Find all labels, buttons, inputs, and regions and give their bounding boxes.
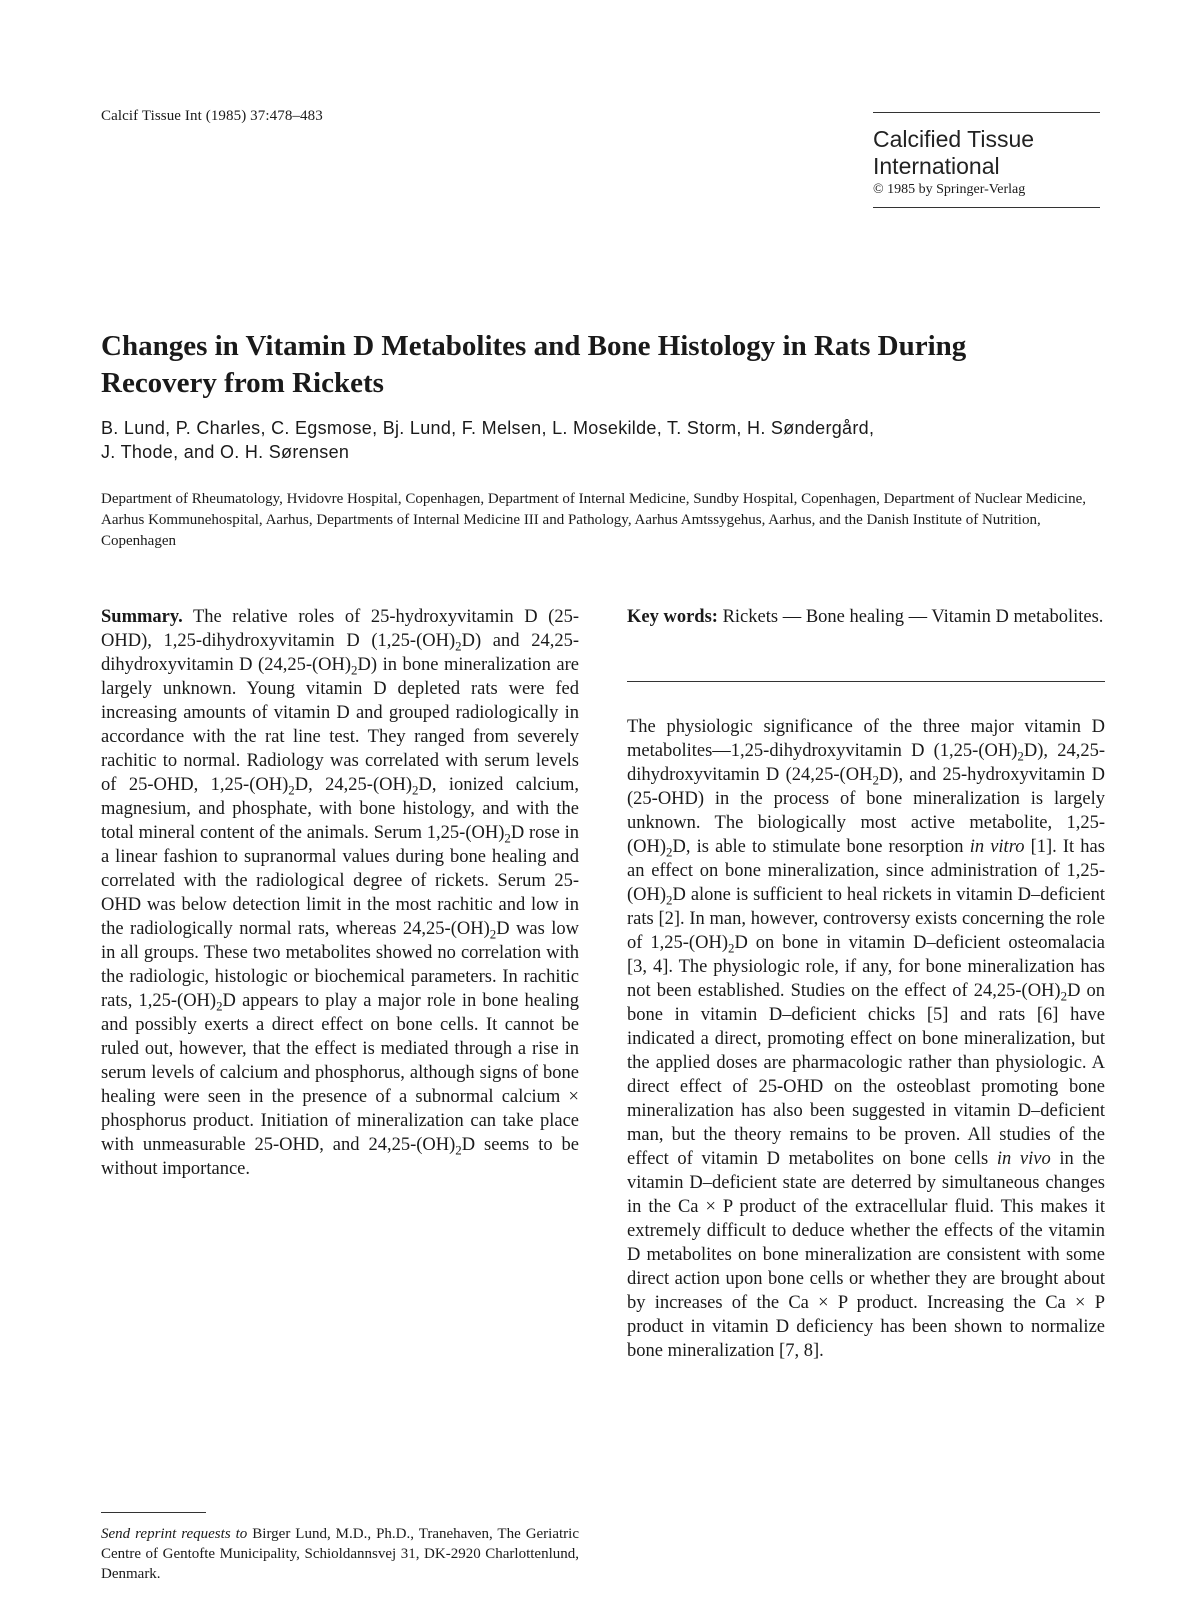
summary-text: D, ionized calcium, magnesium, and phosphate, with bone histology, and with the total mineral content of the animals. Serum 1,25-(OH) bbox=[101, 775, 579, 843]
summary-text: D was low in all groups. These two metabolites showed no correlation with the radiologic, histologic or biochemical parameters. In rachitic rats, 1,25-(OH) bbox=[101, 919, 579, 1011]
italic-text: in vivo bbox=[996, 1149, 1051, 1169]
subscript: 2 bbox=[351, 662, 358, 678]
summary-paragraph bbox=[101, 605, 579, 1181]
subscript: 2 bbox=[455, 1142, 462, 1158]
subscript: 2 bbox=[504, 830, 511, 846]
summary-text: D appears to play a major role in bone healing and possibly exerts a direct effect on bone cells. It cannot be ruled out, however, that the effect is mediated through a rise in serum levels of calcium and phosphorus, although signs of bone healing were seen in the presence of a subnormal calcium × phosphorus product. Initiation of mineralization can take place with unmeasurable 25-OHD, and 24,25-(OH) bbox=[101, 991, 579, 1155]
keywords-text: Rickets — Bone healing — Vitamin D metabolites. bbox=[717, 607, 1104, 627]
subscript: 2 bbox=[727, 940, 735, 956]
intro-text: [1]. It has an effect on bone mineralization, since administration of 1,25-(OH) bbox=[627, 837, 1105, 905]
journal-name-line2: International bbox=[873, 153, 1000, 179]
journal-citation: Calcif Tissue Int (1985) 37:478–483 bbox=[101, 108, 323, 124]
summary-text: D rose in a linear fashion to supranormal values during bone healing and correlated with the radiological degree of rickets. Serum 25-OHD was below detection limit in the most rachitic and low in the radiologically normal rats, whereas 24,25-(OH) bbox=[101, 823, 579, 939]
journal-name-line1: Calcified Tissue bbox=[873, 126, 1035, 152]
footnote-label: Send reprint requests to bbox=[101, 1526, 248, 1542]
summary-text: The relative roles of 25-hydroxyvitamin D (25-OHD), 1,25-dihydroxyvitamin D (1,25-(OH) bbox=[101, 607, 579, 651]
subscript: 2 bbox=[666, 844, 673, 860]
authors-line-1: B. Lund, P. Charles, C. Egsmose, Bj. Lund, F. Melsen, L. Mosekilde, T. Storm, H. Søndergård, bbox=[101, 418, 875, 438]
journal-box bbox=[873, 112, 1100, 208]
intro-text: D alone is sufficient to heal rickets in vitamin D–deficient rats [2]. In man, however, controversy exists concerning the role of 1,25-(OH) bbox=[627, 885, 1105, 953]
italic-text: in vitro bbox=[969, 837, 1025, 857]
affiliation: Department of Rheumatology, Hvidovre Hospital, Copenhagen, Department of Internal Medicine, Sundby Hospital, Copenhagen, Department of Nuclear Medicine, Aarhus Kommunehospital, Aarhus, Departments of Internal Medicine III and Pathology, Aarhus Amtssygehus, Aarhus, and the Danish Institute of Nutrition, Copenhagen bbox=[101, 491, 1087, 549]
keywords-paragraph bbox=[627, 605, 1105, 629]
subscript: 2 bbox=[666, 892, 673, 908]
intro-text: D), and 25-hydroxyvitamin D (25-OHD) in the process of bone mineralization is largely unknown. The biologically most active metabolite, 1,25-(OH) bbox=[627, 765, 1106, 857]
intro-text: D), 24,25-dihydroxyvitamin D (24,25-(OH bbox=[627, 741, 1105, 785]
intro-paragraph bbox=[627, 715, 1105, 1363]
subscript: 2 bbox=[455, 638, 462, 654]
keywords-label: Key words: bbox=[627, 607, 718, 627]
summary-text: D, 24,25-(OH) bbox=[294, 775, 412, 795]
subscript: 2 bbox=[216, 998, 223, 1014]
keywords-separator bbox=[627, 681, 1105, 682]
subscript: 2 bbox=[412, 782, 419, 798]
footnote-rule bbox=[101, 1512, 206, 1513]
subscript: 2 bbox=[1060, 988, 1068, 1004]
intro-text: in the vitamin D–deficient state are deterred by simultaneous changes in the Ca × P product of the extracellular fluid. This makes it extremely difficult to deduce whether the effects of the vitamin D metabolites on bone mineralization are consistent with some direct action upon bone cells or whether they are brought about by increases of the Ca × P product. Increasing the Ca × P product in vitamin D deficiency has been shown to normalize bone mineralization [7, 8]. bbox=[627, 1149, 1105, 1361]
authors-line-2: J. Thode, and O. H. Sørensen bbox=[101, 442, 350, 462]
journal-box-top-rule bbox=[873, 112, 1100, 113]
intro-text: D, is able to stimulate bone resorption bbox=[672, 837, 970, 857]
subscript: 2 bbox=[489, 926, 497, 942]
author-list bbox=[101, 416, 1091, 464]
summary-label: Summary. bbox=[101, 607, 183, 627]
journal-box-bottom-rule bbox=[873, 207, 1100, 208]
summary-text: D) in bone mineralization are largely unknown. Young vitamin D depleted rats were fed increasing amounts of vitamin D and grouped radiologically in accordance with the rat line test. They ranged from severely rachitic to normal. Radiology was correlated with serum levels of 25-OHD, 1,25-(OH) bbox=[101, 655, 579, 795]
intro-text: D on bone in vitamin D–deficient osteomalacia [3, 4]. The physiologic role, if any, for bone mineralization has not been established. Studies on the effect of 24,25-(OH) bbox=[627, 933, 1105, 1001]
intro-text: The physiologic significance of the three major vitamin D metabolites—1,25-dihydroxyvitamin D (1,25-(OH) bbox=[627, 717, 1105, 761]
reprint-footnote bbox=[101, 1524, 579, 1584]
article-title: Changes in Vitamin D Metabolites and Bone Histology in Rats During Recovery from Rickets bbox=[101, 330, 967, 399]
footnote-text: Birger Lund, M.D., Ph.D., Tranehaven, The Geriatric Centre of Gentofte Municipality, Schioldannsvej 31, DK-2920 Charlottenlund, Denmark. bbox=[101, 1526, 579, 1582]
intro-text: D on bone in vitamin D–deficient chicks [5] and rats [6] have indicated a direct, promoting effect on bone mineralization, but the applied doses are pharmacologic rather than physiologic. A direct effect of 25-OHD on the osteoblast promoting bone mineralization has also been suggested in vitamin D–deficient man, but the theory remains to be proven. All studies of the effect of vitamin D metabolites on bone cells bbox=[627, 981, 1105, 1169]
journal-name bbox=[873, 126, 1100, 180]
subscript: 2 bbox=[288, 782, 295, 798]
journal-copyright: © 1985 by Springer-Verlag bbox=[873, 182, 1026, 197]
summary-text: D seems to be without importance. bbox=[101, 1135, 579, 1179]
summary-text: D) and 24,25-dihydroxyvitamin D (24,25-(OH) bbox=[101, 631, 579, 675]
subscript: 2 bbox=[872, 772, 879, 788]
subscript: 2 bbox=[1017, 748, 1024, 764]
